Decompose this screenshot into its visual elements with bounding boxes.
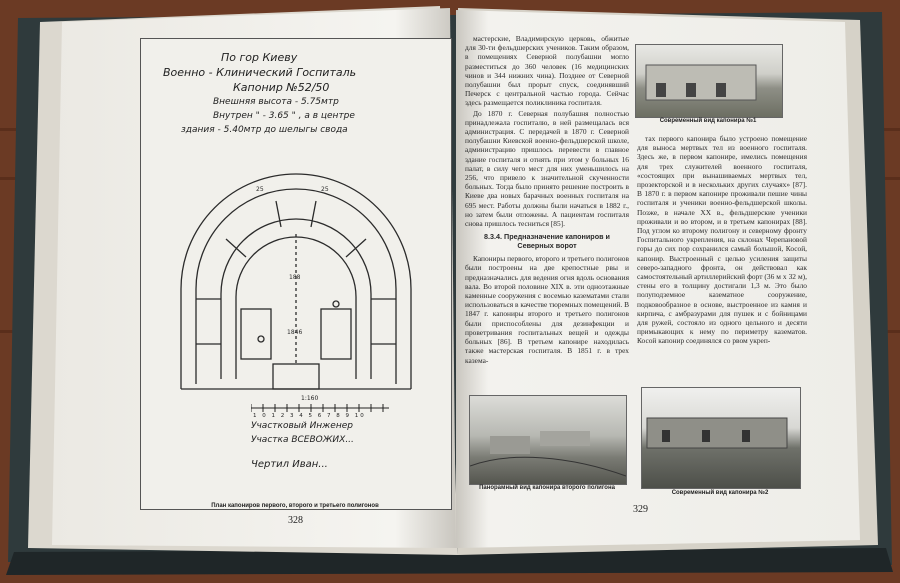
- photo-caponier-1: [635, 44, 783, 118]
- plan-mark: 25: [256, 186, 264, 193]
- section-title: 8.3.4. Предназначение капониров и Северных ворот: [484, 232, 610, 251]
- paragraph: тах первого капонира было устроено помещение для выноса мертвых тел из военного госпиталя. Здесь же, в первом капонире, имелись помещения для трех служителей военного госпиталя, «состоящих при вынашиваемых мертвых тел, прозекторской и в нескольких других случаях» [87]. В 1870 г. в первом капонире проживали пешие чины госпиталя и ученики военно-фельдшерской школы. Позже, в начале XX в., фельдшерские ученики проживали и во втором, и в третьем капонирах [88]. Под углом ко второму полигону и северному фронту Госпитального укрепления, на склонах Черепановой горы до сих пор сохранился самый большой, Косой, капонир. Выстроенный с целью усиления защиты северо-западного фронта, он действовал как самостоятельный артиллерийский форт (36 м х 32 м), стены его в толщину достигали 1,3 м. Это было полуподземное казематное сооружение, подковообразное в основе, выстроенное из камня и кирпича, с амбразурами для пушек и с бойницами для ружей, состояло из одного цельного и десяти примыкающих к нему по периметру казематов. Косой капонир соединялся со рвом укреп-: [637, 134, 807, 346]
- paragraph: До 1870 г. Северная полубашня полностью принадлежала госпиталю, в ней размещалась вся администрация. С передачей в 1870 г. Северной полубашни Киевской военно-фельдшерской школе, администрацию пришлось перевести в главное здание госпиталя и отнять при этом у больных 16 палат, в силу чего мест для них уменьшилось на 256, что привело к значительной скученности больных. Тогда было принято решение построить в Киеве два новых барачных военных госпиталя на 695 мест. Работы должны были начаться в 1882 г., но затем были отложены. А пациентам госпиталя снова пришлось тесниться [85].: [465, 108, 629, 229]
- plan-drawing-frame: [140, 38, 452, 510]
- caponier-1-shape: [636, 45, 782, 117]
- photo1-caption: Современный вид капонира №1: [659, 118, 757, 124]
- signature-line2: Участка ВСЕВОЖИХ...: [251, 435, 354, 445]
- photo3-caption: Современный вид капонира №2: [671, 490, 769, 496]
- plan-caption: План капониров первого, второго и третьего полигонов: [211, 503, 379, 509]
- plan-title-line6: здания - 5.40мтр до шелыгы свода: [181, 125, 348, 135]
- text-column-1: [465, 34, 629, 366]
- plan-mark: 1846: [287, 329, 303, 336]
- page-number-right: 329: [633, 504, 648, 515]
- signature-line1: Участковый Инженер: [251, 421, 353, 431]
- plan-title-line2: Военно - Клинический Госпиталь: [163, 66, 357, 79]
- scale-numbers: 1 0 1 2 3 4 5 6 7 8 9 10: [253, 413, 366, 419]
- page-number-left: 328: [288, 515, 303, 526]
- right-page: [455, 12, 835, 547]
- scale-label: 1:160: [301, 395, 319, 402]
- photo-caponier-2: [641, 387, 801, 489]
- plan-title-line3: Капонир №52/50: [233, 81, 330, 94]
- paragraph: Капониры первого, второго и третьего полигонов были построены на две крепостные рвы и предназначались для ведения огня вдоль основания вала. Во второй половине XIX в. эти одноэтажные каменные сооружения с восемью казематами стали использоваться в качестве тюремных помещений. В 1847 г. капониры второго и третьего полигонов были приспособлены для дезинфекции и проветривания госпитальных вещей и одежды больных [86]. В третьем капонире находилась также мастерская госпиталя. В 1851 г. в трех казема-: [465, 254, 629, 365]
- caponier-floor-plan: [161, 139, 431, 409]
- text-column-2: [637, 134, 807, 347]
- paragraph: мастерские, Владимирскую церковь, обжитые для 30-ти фельдшерских учеников. Таким образом, в помещениях Северной полубашни могло разместиться до 360 человек (16 медицинских чинов и 344 нижних чина). Позднее от Северной полубашни был прорыт спуск, соединявший Печерск с центральной частью города. Сейчас здесь размещается поликлиника госпиталя.: [465, 34, 629, 108]
- panorama-shape: [470, 396, 626, 484]
- left-page: [100, 10, 452, 550]
- plan-mark: 25: [321, 186, 329, 193]
- photo2-caption: Панорамный вид капонира второго полигона: [479, 485, 615, 491]
- plan-title-line4: Внешняя высота - 5.75мтр: [213, 97, 339, 107]
- drafter-signature: Чертил Иван...: [251, 459, 328, 470]
- caponier-2-shape: [642, 388, 800, 488]
- plan-title-line1: По гор Киеву: [221, 51, 298, 64]
- photo-panorama-polygon-2: [469, 395, 627, 485]
- plan-title-line5: Внутрен " - 3.65 " , а в центре: [213, 111, 355, 121]
- plan-mark: 188: [289, 274, 301, 281]
- scale-bar: [251, 403, 391, 413]
